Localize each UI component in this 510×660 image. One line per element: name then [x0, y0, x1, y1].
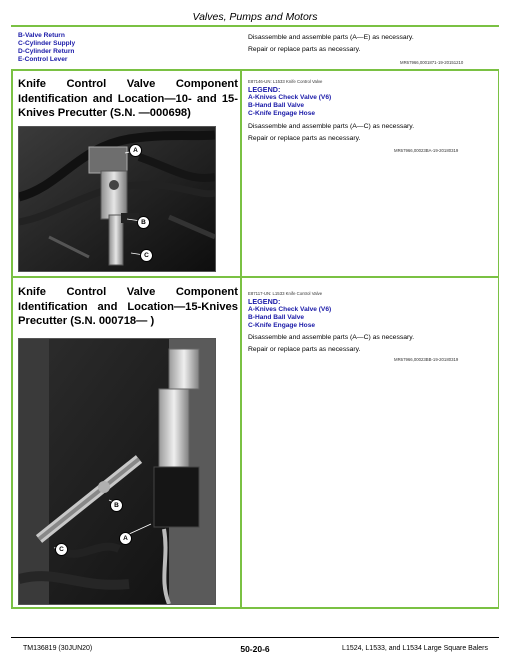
knife-control-valve-photo	[18, 338, 216, 605]
callout-label: A	[129, 144, 142, 157]
page-header-title: Valves, Pumps and Motors	[192, 11, 318, 23]
footer-rule	[11, 637, 499, 638]
footer-doc-id: TM136819 (30JUN20)	[23, 645, 93, 652]
callout-label: C	[140, 249, 153, 262]
top-instructions	[248, 33, 414, 54]
legend-item: B-Hand Ball Valve	[248, 102, 305, 109]
legend-heading: LEGEND:	[248, 297, 281, 306]
footer-product: L1524, L1533, and L1534 Large Square Balers	[342, 645, 488, 652]
callout-label: A	[119, 532, 132, 545]
legend-item: B-Hand Ball Valve	[248, 314, 305, 321]
knife-control-valve-photo	[18, 126, 216, 272]
instruction-text: Disassemble and assemble parts (A—E) as necessary.	[248, 34, 414, 41]
section-title: Knife Control Valve Component Identification and Location—15-Knives Precutter (S.N. 000718— )	[18, 286, 238, 327]
column-divider	[240, 69, 242, 276]
image-ref: E87146-UN: L1533 Knife Control Valve	[248, 79, 323, 84]
section1-instructions	[248, 122, 414, 143]
section-border-right	[498, 276, 500, 608]
instruction-text: Disassemble and assemble parts (A—C) as necessary.	[248, 123, 415, 130]
photo-illustration	[19, 339, 215, 604]
photo-illustration	[19, 127, 215, 271]
legend-item: C-Cylinder Supply	[18, 40, 76, 47]
callout-label: C	[55, 543, 68, 556]
instruction-text: Disassemble and assemble parts (A—C) as necessary.	[248, 334, 415, 341]
instruction-text: Repair or replace parts as necessary.	[248, 346, 361, 353]
legend-item: C-Knife Engage Hose	[248, 110, 316, 117]
section-border-left	[11, 69, 13, 276]
section-divider	[11, 69, 499, 71]
legend-item: A-Knives Check Valve (V6)	[248, 94, 332, 101]
section1-legend	[248, 86, 331, 118]
image-ref: E87117-UN: L1533 Knife Control Valve	[248, 291, 323, 296]
callout-label: B	[137, 216, 150, 229]
section-divider	[11, 276, 499, 278]
section-border-left	[11, 276, 13, 608]
doc-ref: MR67966,00023BB-19-20180319	[394, 357, 459, 362]
doc-ref: MR67966,00023BA-19-20180319	[394, 148, 459, 153]
legend-item: C-Knife Engage Hose	[248, 322, 316, 329]
legend-heading: LEGEND:	[248, 85, 281, 94]
column-divider	[240, 276, 242, 608]
top-legend	[18, 32, 75, 64]
page-number: 50-20-6	[240, 644, 270, 654]
legend-item: A-Knives Check Valve (V6)	[248, 306, 332, 313]
callout-label: B	[110, 499, 123, 512]
legend-item: E-Control Lever	[18, 56, 68, 63]
legend-item: B-Valve Return	[18, 32, 65, 39]
section2-legend	[248, 298, 331, 330]
section-divider	[11, 607, 499, 609]
section-title: Knife Control Valve Component Identification and Location—10- and 15-Knives Precutter (S.N. —000698)	[18, 78, 238, 119]
section-border-right	[498, 69, 500, 276]
header-rule	[11, 25, 499, 27]
doc-ref: MR67966,0001871-19-20151210	[400, 60, 464, 65]
instruction-text: Repair or replace parts as necessary.	[248, 135, 361, 142]
legend-item: D-Cylinder Return	[18, 48, 75, 55]
section2-instructions	[248, 333, 414, 354]
instruction-text: Repair or replace parts as necessary.	[248, 46, 361, 53]
